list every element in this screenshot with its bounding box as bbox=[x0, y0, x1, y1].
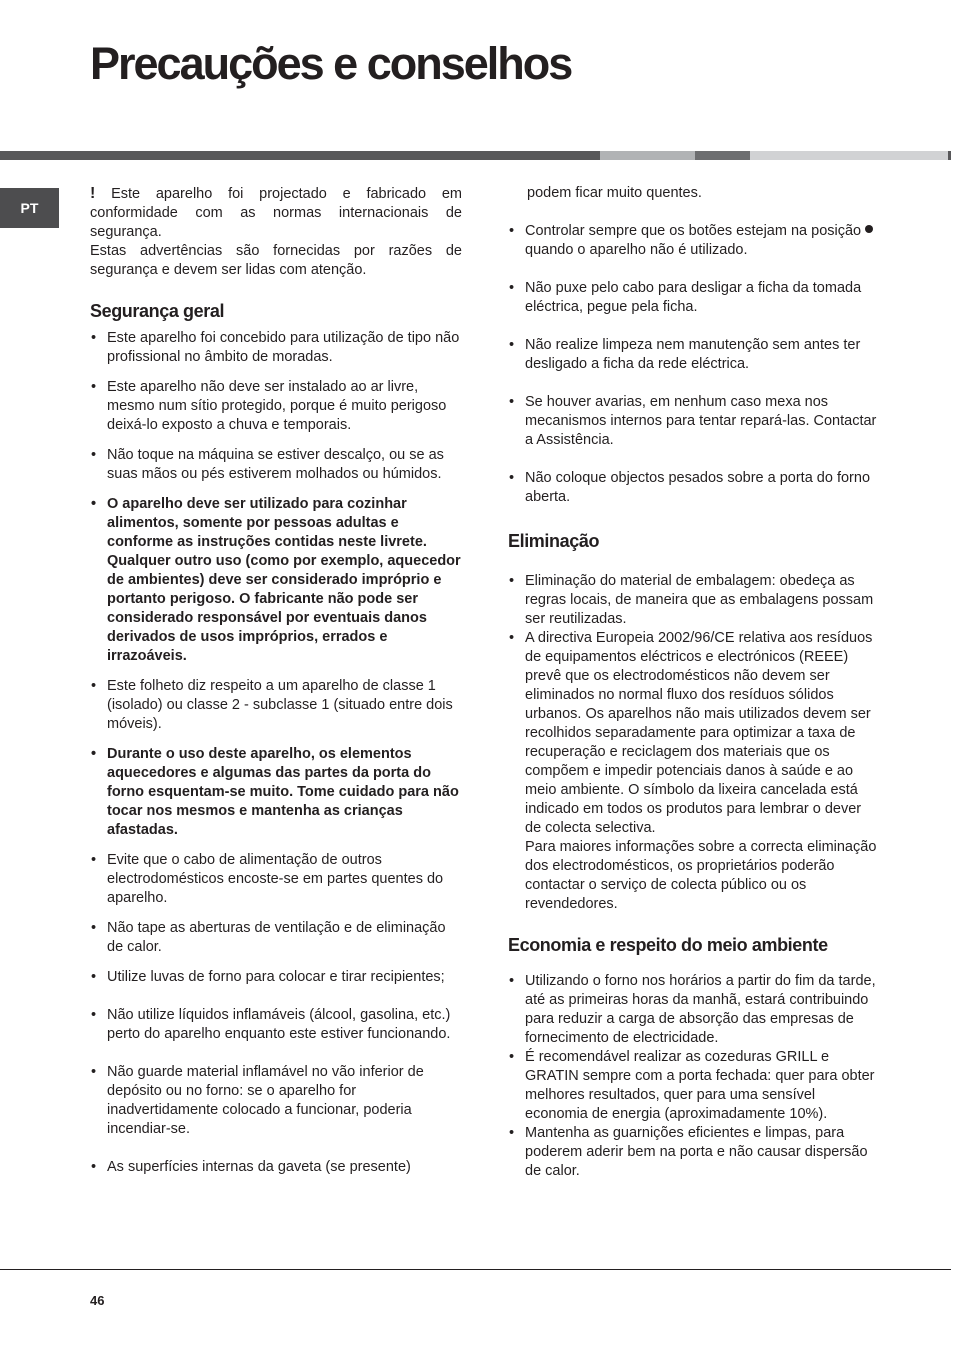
list-item: • Durante o uso deste aparelho, os elementos aquecedores e algumas das partes da porta do forno esquentam-se muito. Tome cuidado para não tocar nos mesmos e mantenha as crianças afastadas. bbox=[90, 745, 462, 840]
list-item: • A directiva Europeia 2002/96/CE relativa aos resíduos de equipamentos eléctricos e electrónicos (REEE) prevê que os electrodomésticos não devem ser eliminados no normal fluxo dos resíduos sólidos urbanos. Os aparelhos não mais utilizados devem ser recolhidos separadamente para optimizar a taxa de recuperação e reciclagem dos materiais que os compõem e impedir potenciais danos à saúde e ao meio ambiente. O símbolo da lixeira cancelada está indicado em todos os produtos para lembrar o dever de colecta selectiva. bbox=[508, 629, 880, 838]
left-column bbox=[90, 184, 462, 1177]
list-item: • Não realize limpeza nem manutenção sem antes ter desligado a ficha da rede eléctrica. bbox=[508, 336, 880, 374]
heading-disposal: Eliminação bbox=[508, 531, 600, 551]
right-column bbox=[508, 184, 880, 1181]
list-item: • As superfícies internas da gaveta (se presente) bbox=[90, 1158, 462, 1177]
intro-paragraph-1: ! Este aparelho foi projectado e fabricado em conformidade com as normas internacionais de segurança. bbox=[90, 185, 462, 240]
list-item: • É recomendável realizar as cozeduras GRILL e GRATIN sempre com a porta fechada: quer para obter melhores resultados, quer para uma sensível economia de energia (aproximadamente 10%). bbox=[508, 1048, 880, 1124]
list-item: • Este aparelho não deve ser instalado ao ar livre, mesmo num sítio protegido, porque é muito perigoso deixá-lo exposto a chuva e temporais. bbox=[90, 378, 462, 435]
page-number: 46 bbox=[90, 1293, 105, 1308]
list-item: • O aparelho deve ser utilizado para cozinhar alimentos, somente por pessoas adultas e conforme as instruções contidas neste livrete. Qualquer outro uso (como por exemplo, aquecedor de ambientes) deve ser considerado impróprio e portanto perigoso. O fabricante não pode ser considerado responsável por eventuais danos derivados de usos impróprios, errados e irrazoáveis. bbox=[90, 495, 462, 666]
list-item: • Utilizando o forno nos horários a partir do fim da tarde, até as primeiras horas da manhã, estará contribuindo para reduzir a carga de absorção das empresas de fornecimento de electricidade. bbox=[508, 972, 880, 1048]
list-item: • Não toque na máquina se estiver descalço, ou se as suas mãos ou pés estiverem molhados ou húmidos. bbox=[90, 446, 462, 484]
general-safety-list-continued bbox=[508, 222, 880, 507]
heading-economy: Economia e respeito do meio ambiente bbox=[508, 935, 828, 955]
list-item: • Este folheto diz respeito a um aparelho de classe 1 (isolado) ou classe 2 - subclasse 1 (situado entre dois móveis). bbox=[90, 677, 462, 734]
continuation-text: podem ficar muito quentes. bbox=[527, 185, 702, 201]
warning-mark: ! bbox=[90, 185, 96, 202]
list-item: • Não tape as aberturas de ventilação e de eliminação de calor. bbox=[90, 919, 462, 957]
header-bar-end bbox=[948, 151, 951, 160]
general-safety-list bbox=[90, 329, 462, 1177]
disposal-list bbox=[508, 572, 880, 838]
list-item: • Não utilize líquidos inflamáveis (álcool, gasolina, etc.) perto do aparelho enquanto este estiver funcionando. bbox=[90, 1006, 462, 1044]
intro-paragraph-2: Estas advertências são fornecidas por razões de segurança e devem ser lidas com atenção. bbox=[90, 243, 462, 278]
list-item: • Não coloque objectos pesados sobre a porta do forno aberta. bbox=[508, 469, 880, 507]
list-item: • Não guarde material inflamável no vão inferior de depósito ou no forno: se o aparelho for inadvertidamente colocado a funcionar, poderia incendiar-se. bbox=[90, 1063, 462, 1139]
list-item-knob-position: • Controlar sempre que os botões estejam na posiçãoquando o aparelho não é utilizado. bbox=[508, 222, 880, 260]
footer-rule bbox=[0, 1269, 951, 1270]
filled-dot-icon bbox=[865, 225, 873, 233]
header-bar-light bbox=[600, 151, 695, 160]
language-tab: PT bbox=[0, 188, 59, 228]
list-item: • Se houver avarias, em nenhum caso mexa nos mecanismos internos para tentar repará-las. Contactar a Assistência. bbox=[508, 393, 880, 450]
header-bar-mid bbox=[695, 151, 750, 160]
disposal-note: Para maiores informações sobre a correcta eliminação dos electrodomésticos, os proprietários poderão contactar o serviço de colecta público ou os revendedores. bbox=[525, 839, 877, 912]
heading-general-safety: Segurança geral bbox=[90, 301, 225, 321]
header-bar-lighter bbox=[750, 151, 948, 160]
list-item: • Mantenha as guarnições eficientes e limpas, para poderem aderir bem na porta e não causar dispersão de calor. bbox=[508, 1124, 880, 1181]
header-bar-dark bbox=[0, 151, 600, 160]
economy-list bbox=[508, 972, 880, 1181]
list-item: • Não puxe pelo cabo para desligar a ficha da tomada eléctrica, pegue pela ficha. bbox=[508, 279, 880, 317]
page-title: Precauções e conselhos bbox=[90, 38, 572, 89]
list-item: • Este aparelho foi concebido para utilização de tipo não profissional no âmbito de moradas. bbox=[90, 329, 462, 367]
list-item: • Evite que o cabo de alimentação de outros electrodomésticos encoste-se em partes quentes do aparelho. bbox=[90, 851, 462, 908]
list-item: • Eliminação do material de embalagem: obedeça as regras locais, de maneira que as embalagens possam ser reutilizadas. bbox=[508, 572, 880, 629]
list-item: • Utilize luvas de forno para colocar e tirar recipientes; bbox=[90, 968, 462, 987]
